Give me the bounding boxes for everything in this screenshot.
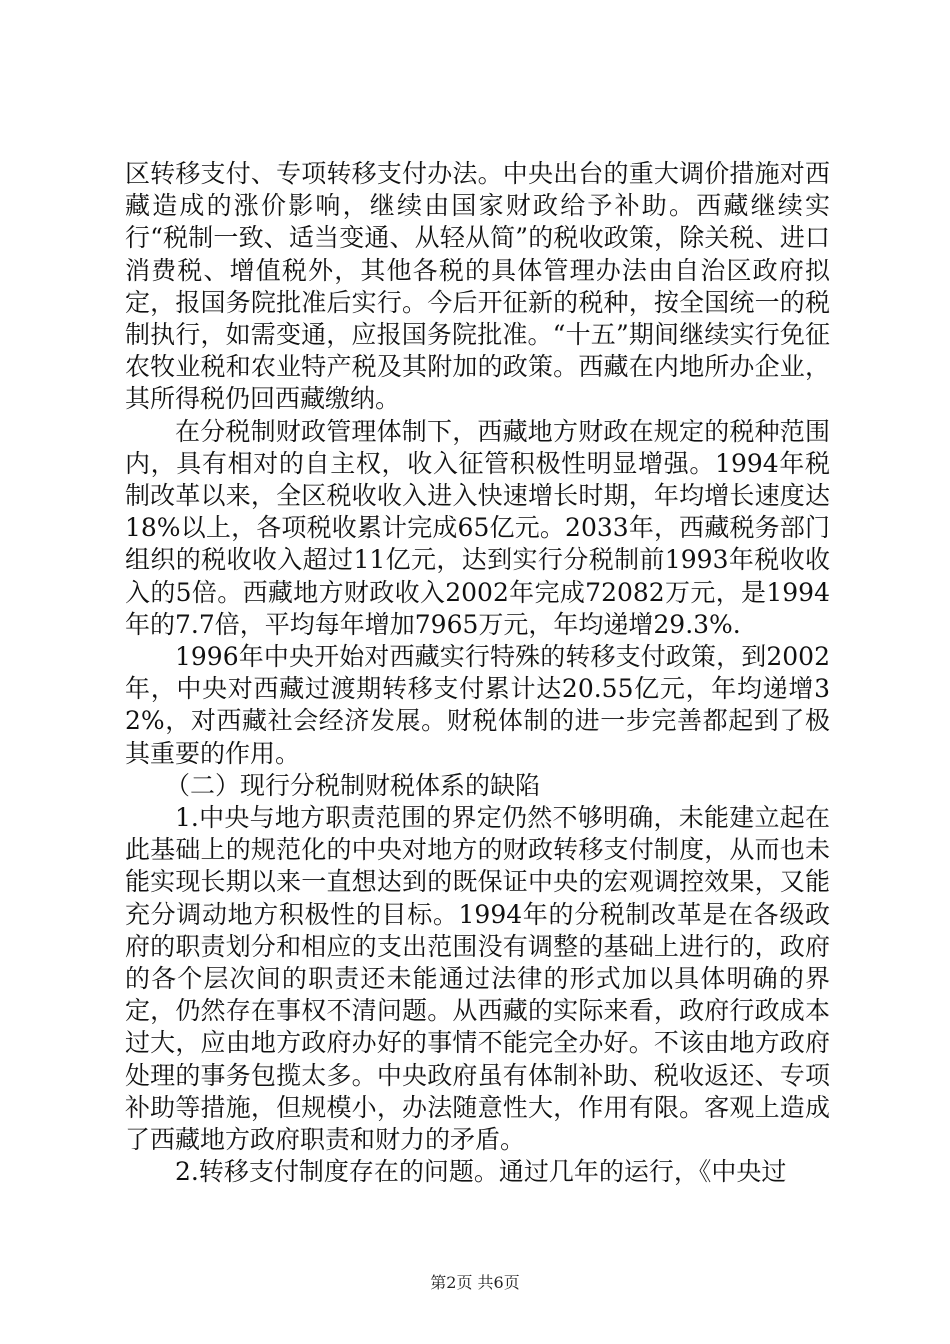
paragraph-transfer-payment-continued: 区转移支付、专项转移支付办法。中央出台的重大调价措施对西藏造成的涨价影响，继续由国家财政给予补助。西藏继续实行“税制一致、适当变通、从轻从简”的税收政策，除关税、进口消费税、增值税外，其他各税的具体管理办法由自治区政府拟定，报国务院批准后实行。今后开征新的税种，按全国统一的税制执行，如需变通，应报国务院批准。“十五”期间继续实行免征农牧业税和农业特产税及其附加的政策。西藏在内地所办企业，其所得税仍回西藏缴纳。 bbox=[125, 159, 830, 414]
paragraph-special-transfer-policy: 1996年中央开始对西藏实行特殊的转移支付政策，到2002年，中央对西藏过渡期转移支付累计达20.55亿元，年均递增32%，对西藏社会经济发展。财税体制的进一步完善都起到了极其重要的作用。 bbox=[125, 642, 830, 768]
paragraph-tax-system-management: 在分税制财政管理体制下，西藏地方财政在规定的税种范围内，具有相对的自主权，收入征管积极性明显增强。1994年税制改革以来，全区税收收入进入快速增长时期，年均增长速度达18%以上，各项税收累计完成65亿元。2033年，西藏税务部门组织的税收收入超过11亿元，达到实行分税制前1993年税收收入的5倍。西藏地方财政收入2002年完成72082万元，是1994年的7.7倍，平均每年增加7965万元，年均递增29.3%. bbox=[125, 416, 830, 639]
paragraph-point-2-transfer-issues: 2.转移支付制度存在的问题。通过几年的运行，《中央过 bbox=[175, 1157, 787, 1187]
section-heading-defects: （二）现行分税制财税体系的缺陷 bbox=[165, 770, 541, 800]
document-body bbox=[125, 158, 830, 1189]
paragraph-point-1-responsibilities: 1.中央与地方职责范围的界定仍然不够明确，未能建立起在此基础上的规范化的中央对地方的财政转移支付制度，从而也未能实现长期以来一直想达到的既保证中央的宏观调控效果，又能充分调动地方积极性的目标。1994年的分税制改革是在各级政府的职责划分和相应的支出范围没有调整的基础上进行的，政府的各个层次间的职责还未能通过法律的形式加以具体明确的界定，仍然存在事权不清问题。从西藏的实际来看，政府行政成本过大，应由地方政府办好的事情不能完全办好。不该由地方政府处理的事务包揽太多。中央政府虽有体制补助、税收返还、专项补助等措施，但规模小，办法随意性大，作用有限。客观上造成了西藏地方政府职责和财力的矛盾。 bbox=[125, 803, 830, 1155]
page-number-footer: 第2页 共6页 bbox=[430, 1273, 520, 1292]
